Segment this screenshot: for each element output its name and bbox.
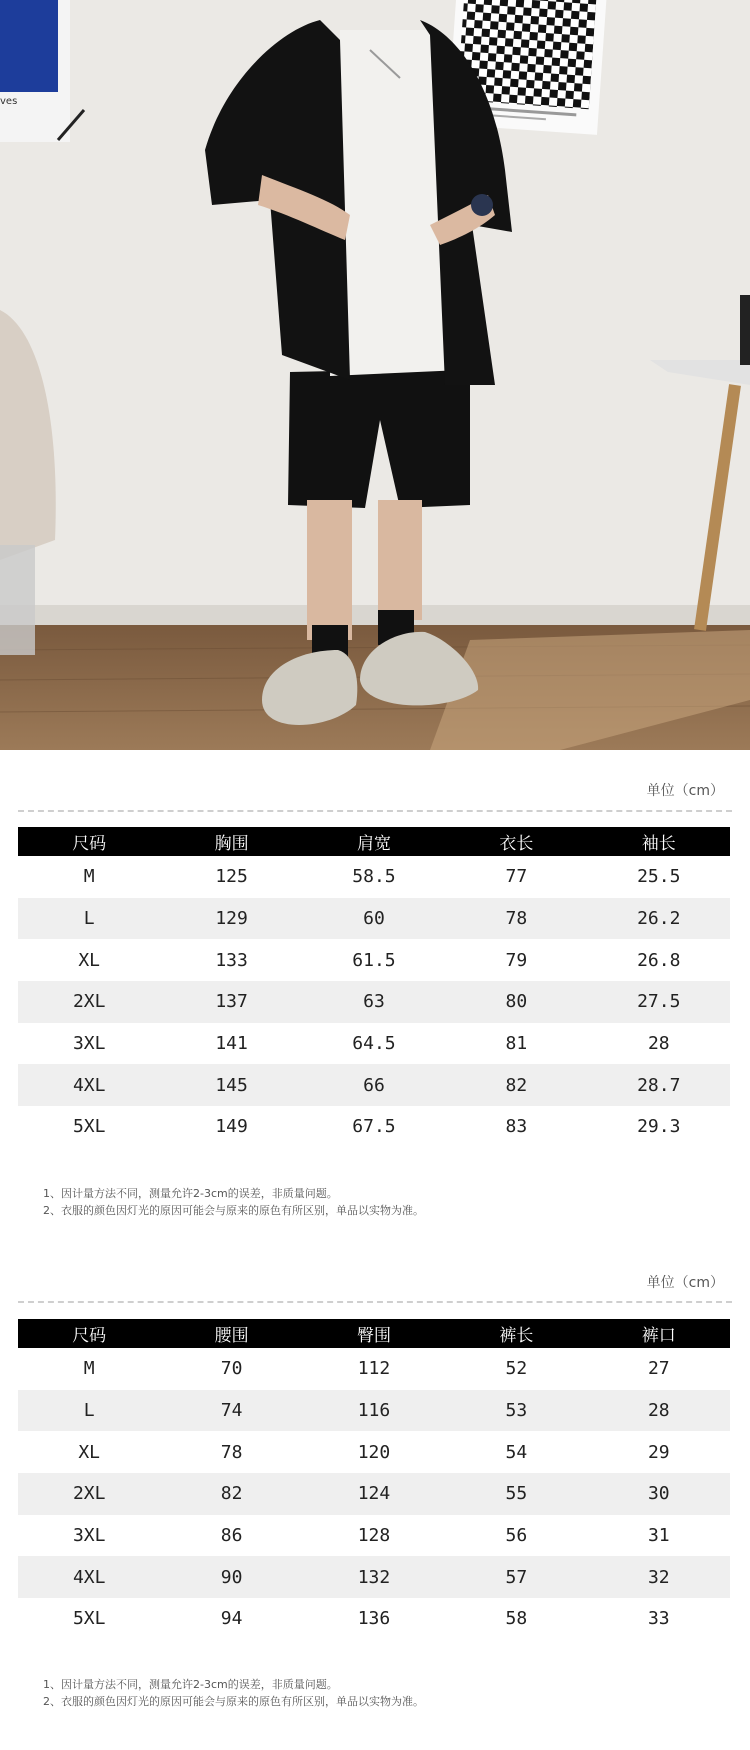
cell: 27.5 [588,981,730,1023]
table-row [18,939,730,981]
cell: 3XL [72,1033,106,1055]
cell: 128 [357,1525,391,1547]
table-header-row [18,1319,730,1348]
cell: 60 [303,898,445,940]
cell: 125 [215,866,248,888]
cell: M [83,1358,95,1380]
table-row [18,1515,730,1557]
cell: 26.8 [637,949,681,971]
cell: 52 [505,1358,528,1380]
cell: 56 [505,1525,528,1547]
note-line: 2、衣服的颜色因灯光的原因可能会与原来的原色有所区别，单品以实物为准。 [43,1695,424,1708]
top-dashed-divider [18,810,732,812]
cell: 28 [588,1390,730,1432]
cell: 29.3 [637,1116,681,1138]
cell: 67.5 [352,1116,396,1138]
left-leg [307,500,352,640]
cell: 58.5 [352,866,396,888]
header-chest: 胸围 [160,827,302,856]
cell: 66 [303,1064,445,1106]
header-size: 尺码 [18,827,160,856]
cell: 149 [215,1116,248,1138]
table-row [18,1348,730,1390]
cell: L [18,1390,160,1432]
product-photo [0,0,750,750]
cell: 29 [647,1441,670,1463]
header-pants-length: 裤长 [445,1319,587,1348]
table-row [18,1064,730,1106]
cell: 141 [215,1033,248,1055]
table-row [18,1106,730,1148]
cell: 32 [588,1556,730,1598]
table-row [18,1023,730,1065]
cell: L [18,898,160,940]
cell: 3XL [72,1525,106,1547]
cell: M [83,866,95,888]
top-size-table [18,827,730,1148]
top-size-notes [43,1185,424,1219]
table-row [18,1556,730,1598]
cell: 81 [505,1033,528,1055]
cell: 55 [445,1473,587,1515]
header-waist: 腰围 [160,1319,302,1348]
wrist-watch [471,194,493,216]
cell: 136 [357,1608,391,1630]
cell: 28.7 [588,1064,730,1106]
cell: 31 [647,1525,670,1547]
cell: 5XL [72,1608,106,1630]
cell: 79 [505,949,528,971]
cell: 86 [220,1525,243,1547]
cell: 78 [220,1441,243,1463]
cell: 26.2 [588,898,730,940]
table-row [18,981,730,1023]
cell: 30 [588,1473,730,1515]
table-row [18,1598,730,1640]
right-leg [378,500,422,620]
cell: 90 [160,1556,302,1598]
cell: 57 [445,1556,587,1598]
cell: 78 [445,898,587,940]
header-shoulder: 肩宽 [303,827,445,856]
cell: 129 [160,898,302,940]
cell: 82 [160,1473,302,1515]
header-sleeve: 袖长 [588,827,730,856]
cell: 80 [445,981,587,1023]
note-line: 2、衣服的颜色因灯光的原因可能会与原来的原色有所区别，单品以实物为准。 [43,1204,424,1217]
cell: XL [78,949,101,971]
cell: 25.5 [637,866,681,888]
table-row [18,1431,730,1473]
skirting [0,605,750,627]
cell: 145 [160,1064,302,1106]
cell: 70 [220,1358,243,1380]
table-row [18,856,730,898]
header-leg-opening: 裤口 [588,1319,730,1348]
note-line: 1、因计量方法不同，测量允许2-3cm的误差，非质量问题。 [43,1187,338,1200]
cell: 74 [160,1390,302,1432]
storage-box [0,545,35,655]
cell: 33 [647,1608,670,1630]
table-row [18,898,730,940]
cell: 83 [505,1116,528,1138]
cell: 77 [505,866,528,888]
cell: 27 [647,1358,670,1380]
cell: 120 [357,1441,391,1463]
cell: 124 [303,1473,445,1515]
header-size: 尺码 [18,1319,160,1348]
cell: 4XL [18,1064,160,1106]
cell: XL [78,1441,101,1463]
top-unit-label: 单位（cm） [646,783,724,799]
model-photo-illustration [0,0,750,750]
table-row [18,1390,730,1432]
cell: 63 [303,981,445,1023]
cell: 2XL [18,1473,160,1515]
cell: 94 [220,1608,243,1630]
cell: 2XL [18,981,160,1023]
svg-text:ves: ves [0,96,18,107]
cell: 82 [445,1064,587,1106]
cell: 61.5 [352,949,396,971]
bottom-dashed-divider [18,1301,732,1303]
cell: 64.5 [352,1033,396,1055]
table-row [18,1473,730,1515]
cell: 132 [303,1556,445,1598]
cell: 58 [505,1608,528,1630]
note-line: 1、因计量方法不同，测量允许2-3cm的误差，非质量问题。 [43,1678,338,1691]
cell: 137 [160,981,302,1023]
bottom-size-notes [43,1676,424,1710]
cell: 54 [505,1441,528,1463]
bottom-unit-label: 单位（cm） [646,1275,724,1291]
cell: 133 [215,949,248,971]
cell: 53 [445,1390,587,1432]
bottom-size-table [18,1319,730,1640]
cell: 5XL [72,1116,106,1138]
cell: 28 [647,1033,670,1055]
header-hip: 臀围 [303,1319,445,1348]
cell: 116 [303,1390,445,1432]
cell: 112 [357,1358,391,1380]
table-header-row [18,827,730,856]
cell: 4XL [18,1556,160,1598]
header-length: 衣长 [445,827,587,856]
